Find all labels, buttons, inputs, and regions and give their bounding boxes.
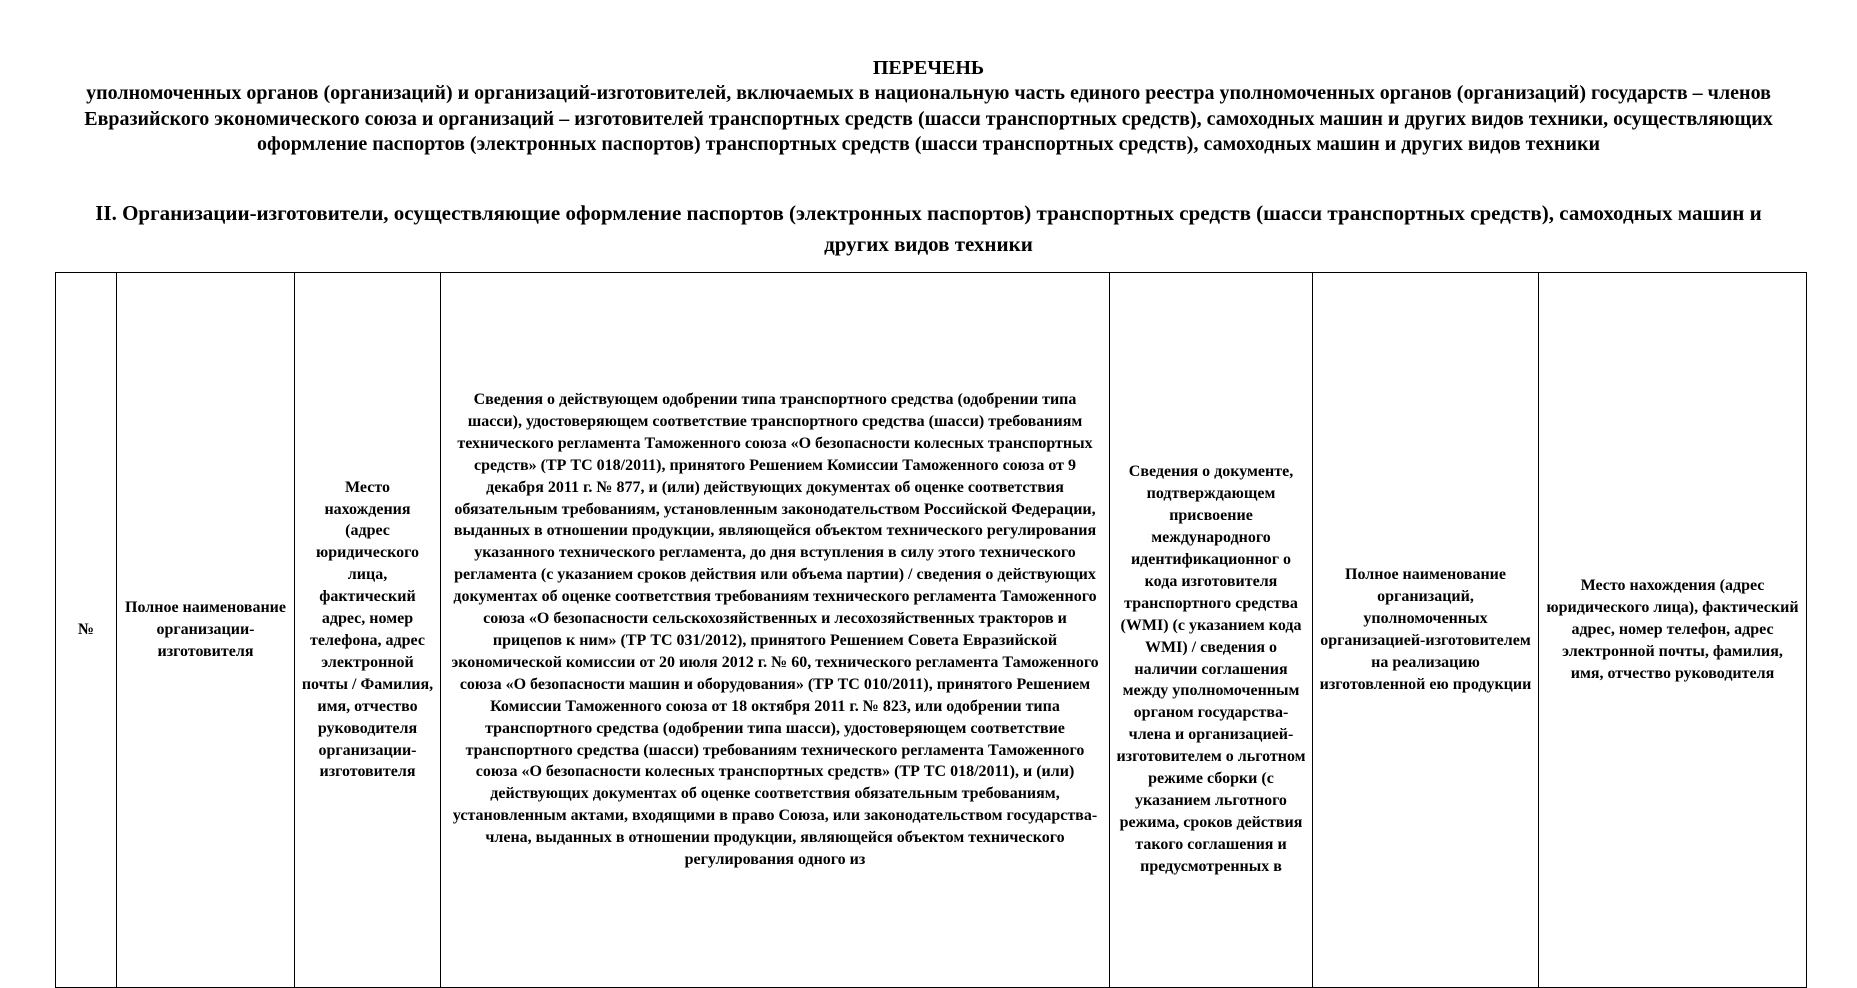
- column-header-manufacturer-name: Полное наименование организации-изготовителя: [117, 273, 295, 988]
- document-subtitle: уполномоченных органов (организаций) и организаций-изготовителей, включаемых в национальную часть единого реестра уполномоченных органов (организаций) государств – членов Евразийского экономического союза и организаций – изготовителей транспортных средств (шасси транспортных средств), самоходных машин и других видов техники, осуществляющих оформление паспортов (электронных паспортов) транспортных средств (шасси транспортных средств), самоходных машин и других видов техники: [84, 82, 1773, 155]
- document-title: ПЕРЕЧЕНЬ: [872, 57, 985, 79]
- table-header-row: [56, 273, 1807, 988]
- column-header-wmi-document: Сведения о документе, подтверждающем присвоение международного идентификационног о кода изготовителя транспортного средства (WMI) (с указанием кода WMI) / сведения о наличии соглашения между уполномоченным органом государства-члена и организацией-изготовителем о льготном режиме сборки (с указанием льготного режима, сроков действия такого соглашения и предусмотренных в: [1110, 273, 1313, 988]
- registry-table: [55, 272, 1807, 988]
- column-header-number: №: [56, 273, 117, 988]
- column-header-type-approval-info: Сведения о действующем одобрении типа транспортного средства (одобрении типа шасси), удостоверяющем соответствие транспортного средства (шасси) требованиям технического регламента Таможенного союза «О безопасности колесных транспортных средств» (ТР ТС 018/2011), принятого Решением Комиссии Таможенного союза от 9 декабря 2011 г. № 877, и (или) действующих документах об оценке соответствия обязательным требованиям, установленным законодательством Российской Федерации, выданных в отношении продукции, являющейся объектом технического регулирования указанного технического регламента, до дня вступления в силу этого технического регламента (с указанием сроков действия или объема партии) / сведения о действующих документах об оценке соответствия требованиям технического регламента Таможенного союза «О безопасности сельскохозяйственных и лесохозяйственных тракторов и прицепов к ним» (ТР ТС 031/2012), принятого Решением Совета Евразийской экономической комиссии от 20 июля 2012 г. № 60, технического регламента Таможенного союза «О безопасности машин и оборудования» (ТР ТС 010/2011), принятого Решением Комиссии Таможенного союза от 18 октября 2011 г. № 823, или одобрении типа транспортного средства (одобрении типа шасси), удостоверяющем соответствие транспортного средства (шасси) требованиям технического регламента Таможенного союза «О безопасности колесных транспортных средств» (ТР ТС 018/2011), и (или) действующих документах об оценке соответствия обязательным требованиям, установленным актами, входящими в право Союза, или законодательством государства-члена, выданных в отношении продукции, являющейся объектом технического регулирования одного из: [441, 273, 1110, 988]
- column-header-manufacturer-address: Место нахождения (адрес юридического лица, фактический адрес, номер телефона, адрес электронной почты / Фамилия, имя, отчество руководителя организации-изготовителя: [295, 273, 441, 988]
- section-title: II. Организации-изготовители, осуществляющие оформление паспортов (электронных паспортов) транспортных средств (шасси транспортных средств), самоходных машин и других видов техники: [95, 201, 1762, 256]
- column-header-authorized-address: Место нахождения (адрес юридического лица), фактический адрес, номер телефон, адрес электронной почты, фамилия, имя, отчество руководителя: [1539, 273, 1807, 988]
- document-header: [40, 55, 1817, 158]
- column-header-authorized-organizations: Полное наименование организаций, уполномоченных организацией-изготовителем на реализацию изготовленной ею продукции: [1313, 273, 1539, 988]
